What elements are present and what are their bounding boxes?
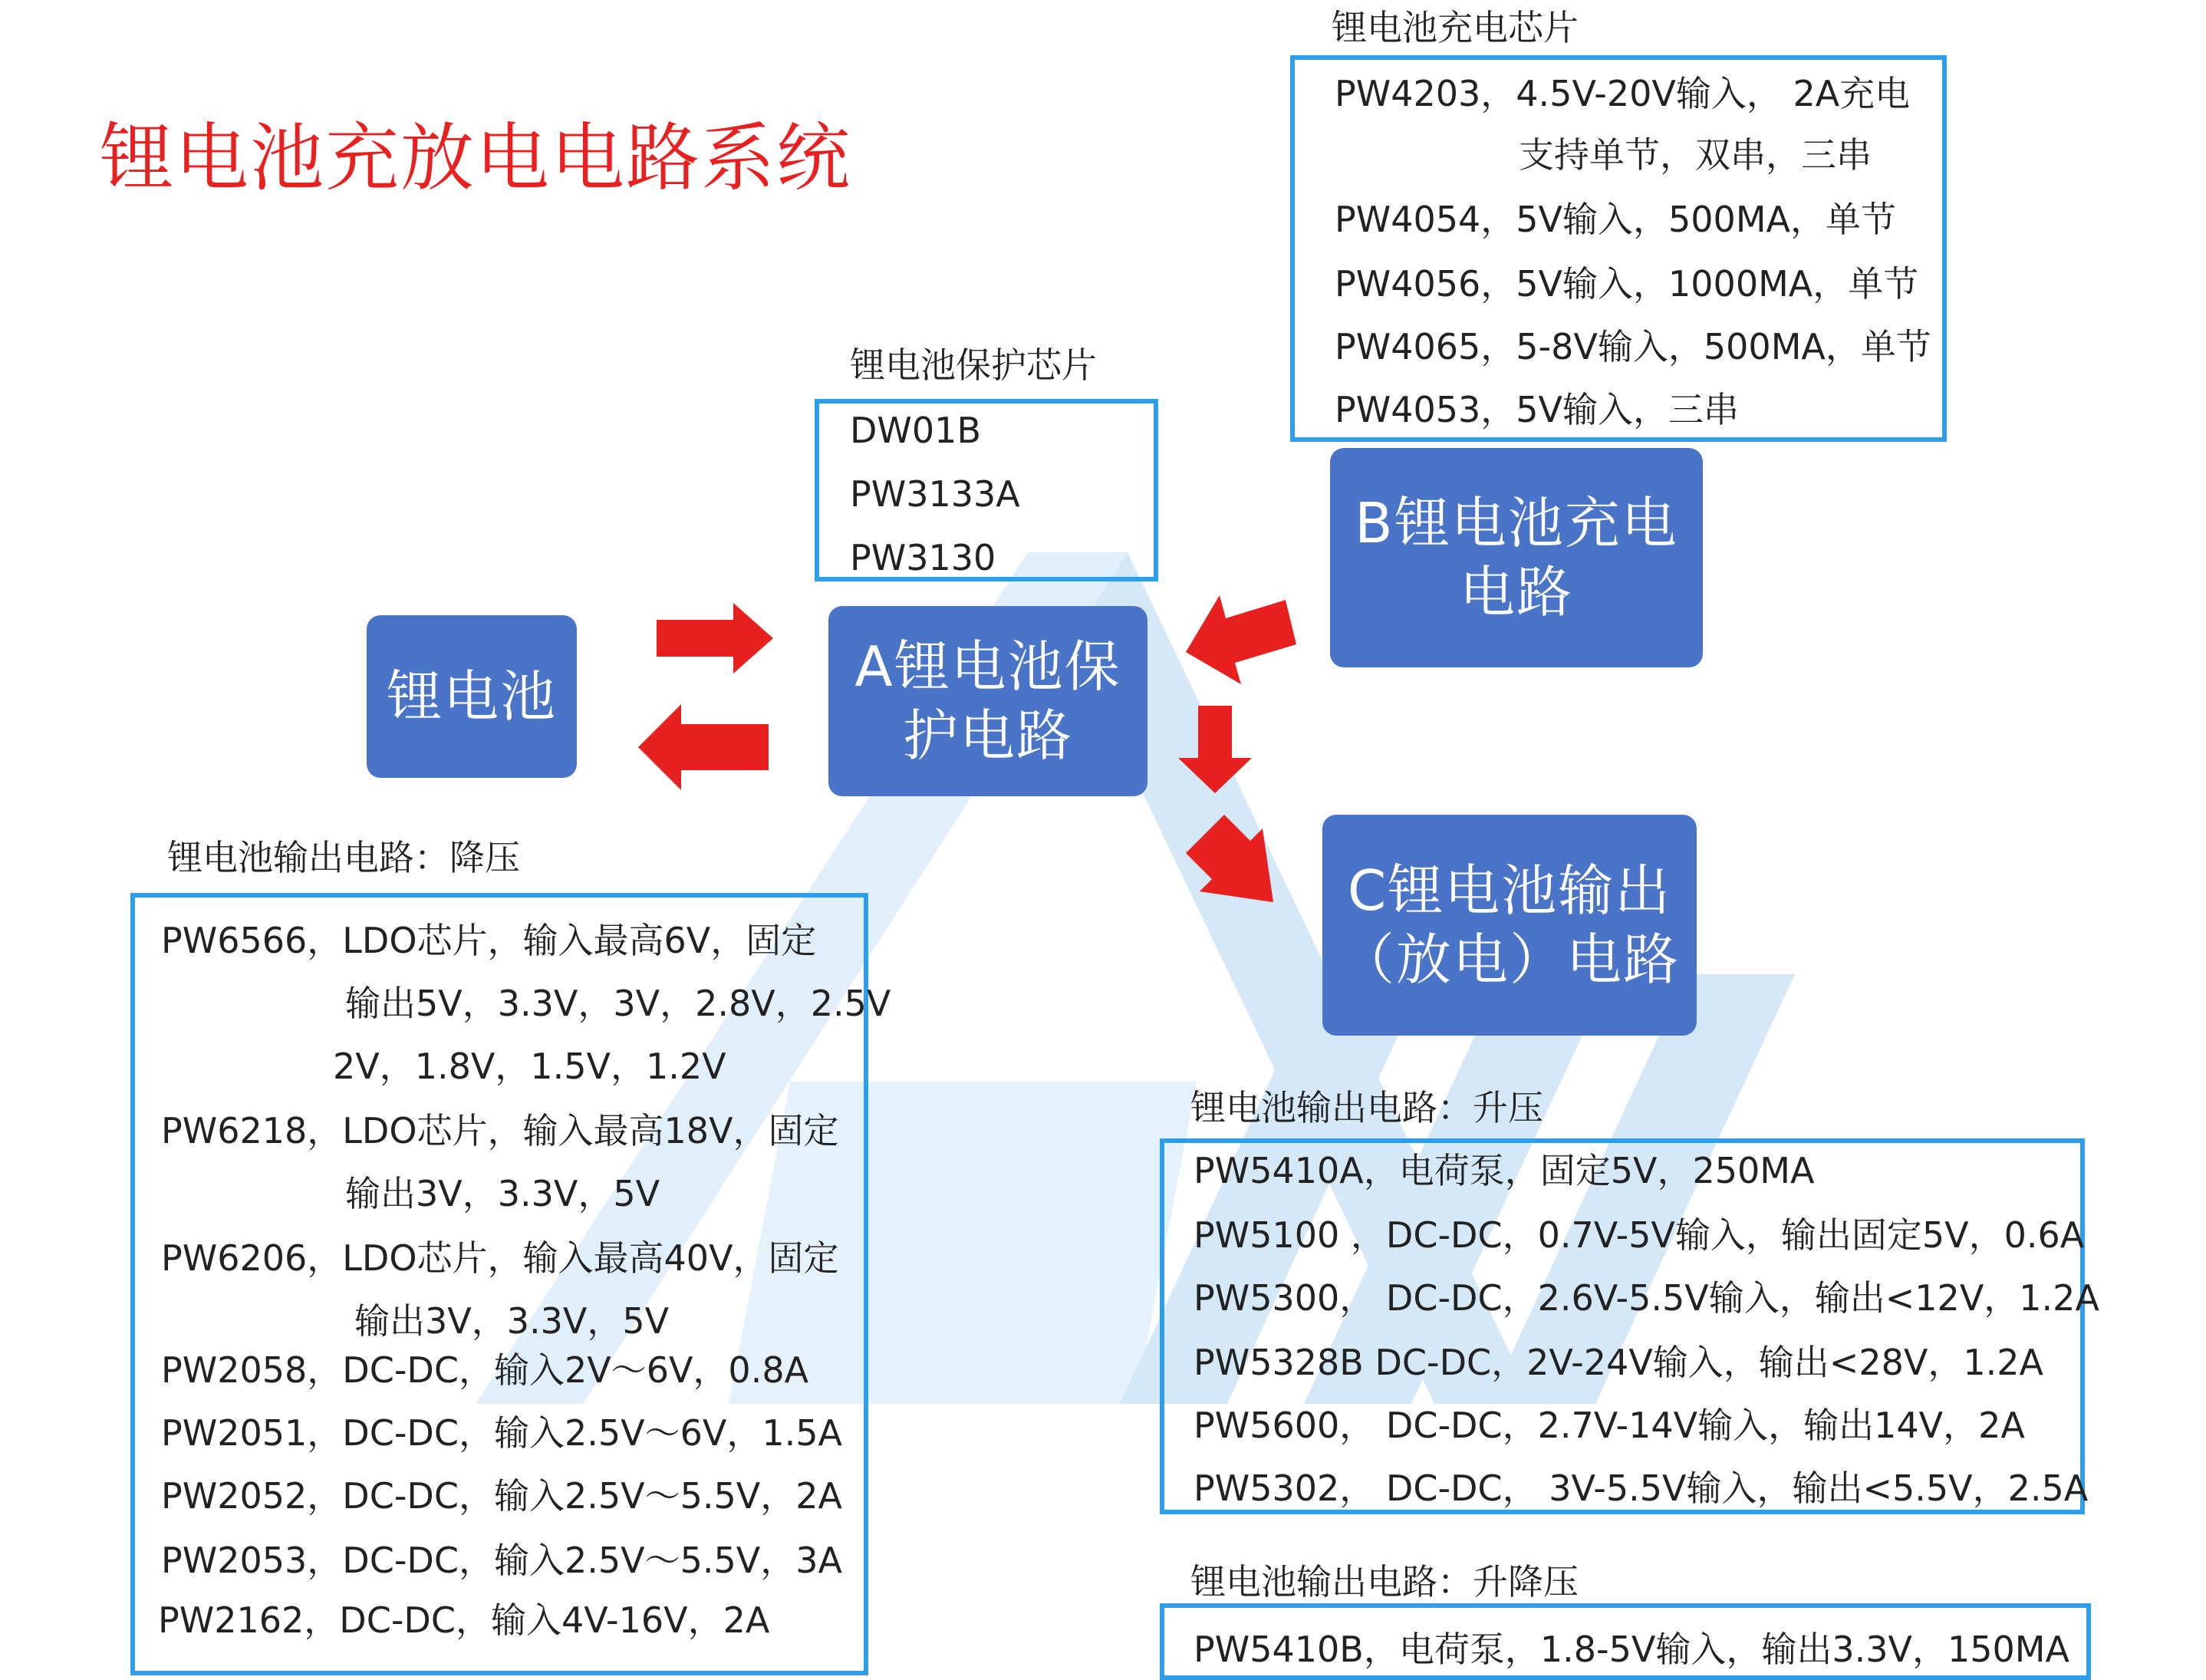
list-item: PW4065，5-8V输入，500MA，单节 xyxy=(1335,326,1931,367)
buck-box xyxy=(130,893,891,1675)
buckboost-label: 锂电池输出电路：升降压 xyxy=(1190,1561,1579,1603)
list-item: PW5302， DC-DC， 3V-5.5V输入，输出<5.5V，2.5A xyxy=(1194,1468,2089,1509)
list-item: PW5600， DC-DC，2.7V-14V输入，输出14V，2A xyxy=(1194,1405,2025,1446)
node-label-line: 电路 xyxy=(1459,560,1573,624)
list-item: PW4054，5V输入，500MA，单节 xyxy=(1335,199,1896,240)
list-item: PW4056，5V输入，1000MA，单节 xyxy=(1335,263,1919,305)
charge-chips-label: 锂电池充电芯片 xyxy=(1332,7,1579,48)
page-title: 锂电池充放电电路系统 xyxy=(100,115,851,201)
list-item: PW2058，DC-DC，输入2V～6V，0.8A xyxy=(161,1349,809,1391)
list-item: PW3133A xyxy=(850,473,1020,515)
list-item: 输出5V，3.3V，3V，2.8V，2.5V xyxy=(345,983,891,1024)
buckboost-box xyxy=(1160,1603,2091,1680)
node-label-line: C锂电池输出 xyxy=(1347,858,1672,923)
node-label-line: 护电路 xyxy=(902,703,1073,768)
list-item: PW5100 ，DC-DC，0.7V-5V输入，输出固定5V，0.6A xyxy=(1194,1214,2085,1256)
list-item: PW2052，DC-DC，输入2.5V～5.5V，2A xyxy=(161,1475,842,1517)
arrow-diagonal-left-icon xyxy=(1186,595,1296,684)
list-item: PW5410A，电荷泵，固定5V，250MA xyxy=(1194,1150,1815,1191)
list-item: PW3130 xyxy=(850,537,996,578)
list-item: PW2162，DC-DC，输入4V-16V，2A xyxy=(158,1599,770,1641)
arrow-left-icon xyxy=(638,704,769,790)
node-label-line: A锂电池保 xyxy=(854,634,1121,699)
arrow-down-icon xyxy=(1178,706,1252,793)
list-item: 输出3V，3.3V，5V xyxy=(345,1173,660,1214)
list-item: 2V，1.8V，1.5V，1.2V xyxy=(333,1046,726,1087)
boost-box xyxy=(1160,1138,2099,1514)
list-item: PW6566，LDO芯片，输入最高6V，固定 xyxy=(161,920,817,961)
node-label-line: B锂电池充电 xyxy=(1355,491,1678,555)
buck-label: 锂电池输出电路：降压 xyxy=(167,837,520,878)
node-label-line: （放电）电路 xyxy=(1338,927,1680,992)
boost-label: 锂电池输出电路：升压 xyxy=(1190,1087,1543,1128)
list-item: PW4053，5V输入，三串 xyxy=(1335,389,1740,430)
list-item: PW5328B DC-DC，2V-24V输入，输出<28V，1.2A xyxy=(1194,1342,2043,1383)
list-item: 支持单节，双串，三串 xyxy=(1519,134,1872,176)
list-item: PW2051，DC-DC，输入2.5V～6V，1.5A xyxy=(161,1412,842,1454)
list-item: PW4203，4.5V-20V输入， 2A充电 xyxy=(1335,73,1911,114)
protect-chips-label: 锂电池保护芯片 xyxy=(850,344,1097,386)
list-item: PW5410B，电荷泵，1.8-5V输入，输出3.3V，150MA xyxy=(1194,1629,2069,1670)
list-item: PW2053，DC-DC，输入2.5V～5.5V，3A xyxy=(161,1540,842,1581)
list-item: DW01B xyxy=(850,410,981,451)
list-item: PW6218，LDO芯片，输入最高18V，固定 xyxy=(161,1110,839,1151)
arrow-diagonal-down-icon xyxy=(1186,815,1273,902)
list-item: 输出3V，3.3V，5V xyxy=(354,1300,670,1342)
list-item: PW6206，LDO芯片，输入最高40V，固定 xyxy=(161,1237,839,1279)
battery-node-label: 锂电池 xyxy=(386,664,557,729)
list-item: PW5300， DC-DC，2.6V-5.5V输入，输出<12V，1.2A xyxy=(1194,1277,2099,1319)
arrow-right-icon xyxy=(657,603,773,674)
